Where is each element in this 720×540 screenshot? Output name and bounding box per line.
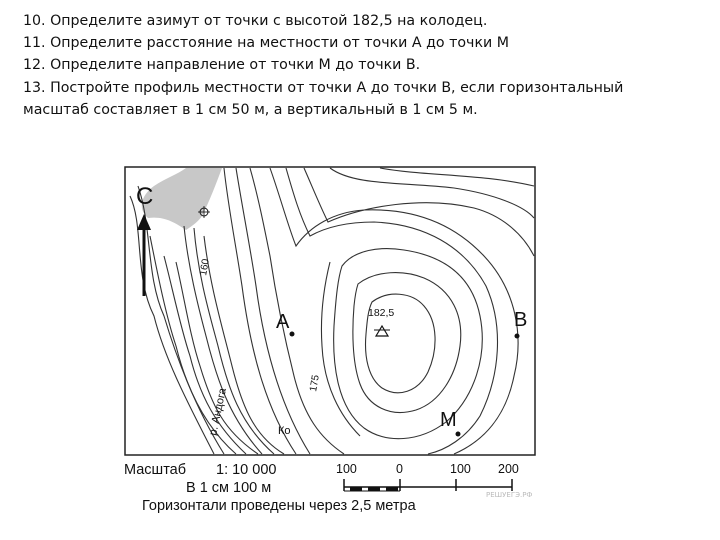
contour-label-160: 160: [198, 258, 212, 277]
topographic-map: [124, 166, 536, 456]
scale-ratio: 1: 10 000: [216, 462, 277, 478]
point-b-marker: [515, 334, 520, 339]
scale-title: Масштаб: [124, 462, 187, 478]
scale-bar-label-200: 200: [498, 462, 519, 476]
scale-bar-label-100-right: 100: [450, 462, 471, 476]
point-m-label: М: [440, 409, 457, 431]
scale-per-cm: В 1 см 100 м: [186, 480, 272, 496]
well-label: Ко: [278, 425, 291, 437]
point-a-label: А: [276, 311, 290, 333]
task-12: 12. Определите направление от точки М до точки В.: [23, 57, 421, 74]
contour-label-175: 175: [308, 374, 322, 393]
scale-bar-label-0: 0: [396, 462, 403, 476]
map-legend: [124, 462, 544, 522]
point-m-marker: [456, 432, 461, 437]
watermark: РЕШУЕГЭ.РФ: [486, 491, 533, 499]
task-13: 13. Постройте профиль местности от точки А до точки В, если горизонтальный: [23, 79, 624, 96]
point-b-label: В: [514, 309, 528, 331]
task-10: 10. Определите азимут от точки с высотой 182,5 на колодец.: [23, 13, 488, 29]
task-13-continued: масштаб составляет в 1 см 50 м, а вертикальный в 1 см 5 м.: [23, 101, 478, 118]
river-label: р. Андога: [207, 387, 229, 437]
task-11: 11. Определите расстояние на местности от точки А до точки М: [23, 35, 509, 52]
scale-bar-label-100-left: 100: [336, 462, 357, 476]
contour-interval: Горизонтали проведены через 2,5 метра: [142, 498, 416, 514]
task-list: [23, 10, 703, 121]
height-mark-label: 182,5: [368, 307, 395, 319]
point-a-marker: [290, 332, 295, 337]
north-label: С: [136, 183, 154, 210]
